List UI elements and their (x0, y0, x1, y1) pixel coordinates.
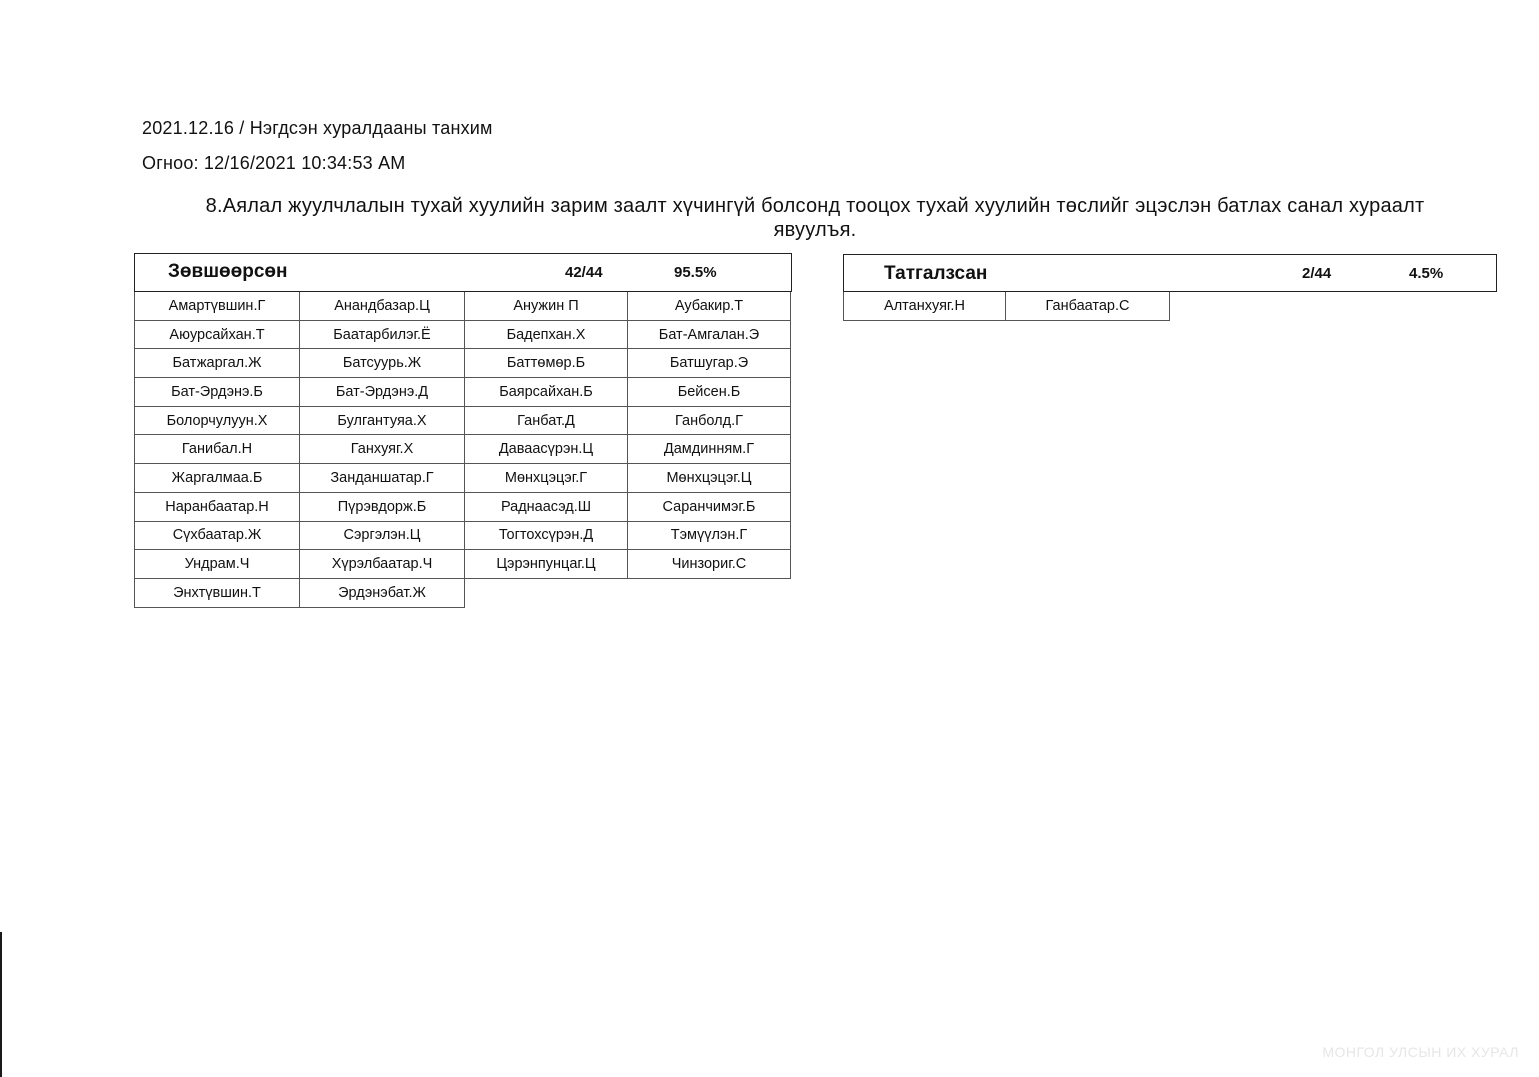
name-cell: Дамдинням.Г (628, 435, 791, 464)
name-cell: Ганбат.Д (465, 407, 628, 436)
approved-count: 42/44 (565, 264, 603, 281)
name-cell: Саранчимэг.Б (628, 493, 791, 522)
name-cell: Ундрам.Ч (135, 550, 300, 579)
name-cell: Анужин П (465, 292, 628, 321)
rejected-names-table (843, 292, 1170, 321)
session-info: 2021.12.16 / Нэгдсэн хуралдааны танхим (142, 118, 493, 138)
watermark: МОНГОЛ УЛСЫН ИХ ХУРАЛ (1322, 1044, 1519, 1060)
name-cell: Сүхбаатар.Ж (135, 522, 300, 551)
name-cell: Баярсайхан.Б (465, 378, 628, 407)
approved-names-table (134, 292, 791, 608)
name-cell: Амартүвшин.Г (135, 292, 300, 321)
name-cell: Болорчулуун.Х (135, 407, 300, 436)
name-cell: Ганибал.Н (135, 435, 300, 464)
approved-percent: 95.5% (674, 264, 717, 281)
name-cell: Ганбаатар.С (1006, 292, 1170, 321)
name-cell: Энхтүвшин.Т (135, 579, 300, 608)
name-cell: Бадепхан.Х (465, 321, 628, 350)
name-cell: Анандбазар.Ц (300, 292, 465, 321)
name-cell: Бат-Эрдэнэ.Б (135, 378, 300, 407)
approved-label: Зөвшөөрсөн (168, 261, 288, 282)
name-cell: Наранбаатар.Н (135, 493, 300, 522)
scan-edge-line (0, 932, 2, 1077)
name-cell: Мөнхцэцэг.Ц (628, 464, 791, 493)
name-cell: Цэрэнпунцаг.Ц (465, 550, 628, 579)
name-cell: Бат-Амгалан.Э (628, 321, 791, 350)
name-cell: Занданшатар.Г (300, 464, 465, 493)
vote-timestamp: Огноо: 12/16/2021 10:34:53 AM (142, 153, 406, 173)
rejected-header (843, 254, 1497, 292)
name-cell: Бат-Эрдэнэ.Д (300, 378, 465, 407)
name-cell: Алтанхуяг.Н (844, 292, 1006, 321)
name-cell: Ганболд.Г (628, 407, 791, 436)
rejected-label: Татгалзсан (884, 263, 988, 284)
name-cell: Бейсен.Б (628, 378, 791, 407)
name-cell: Пүрэвдорж.Б (300, 493, 465, 522)
name-cell: Аюурсайхан.Т (135, 321, 300, 350)
name-cell: Батжаргал.Ж (135, 349, 300, 378)
name-cell: Эрдэнэбат.Ж (300, 579, 465, 608)
name-cell: Жаргалмаа.Б (135, 464, 300, 493)
name-cell: Чинзориг.С (628, 550, 791, 579)
name-cell: Сэргэлэн.Ц (300, 522, 465, 551)
name-cell: Тэмүүлэн.Г (628, 522, 791, 551)
rejected-count: 2/44 (1302, 265, 1332, 282)
approved-header (134, 253, 792, 292)
name-cell: Мөнхцэцэг.Г (465, 464, 628, 493)
name-cell: Даваасүрэн.Ц (465, 435, 628, 464)
name-cell: Батсуурь.Ж (300, 349, 465, 378)
name-cell: Баттөмөр.Б (465, 349, 628, 378)
name-cell: Баатарбилэг.Ё (300, 321, 465, 350)
name-cell: Булгантуяа.Х (300, 407, 465, 436)
name-cell: Раднаасэд.Ш (465, 493, 628, 522)
vote-title: 8.Аялал жуулчлалын тухай хуулийн зарим заалт хүчингүй болсонд тооцох тухай хуулийн төслийг эцэслэн батлах санал хураалт явуулъя. (205, 195, 1425, 241)
name-cell: Ганхуяг.Х (300, 435, 465, 464)
name-cell: Батшугар.Э (628, 349, 791, 378)
rejected-percent: 4.5% (1409, 265, 1444, 282)
name-cell: Тогтохсүрэн.Д (465, 522, 628, 551)
name-cell: Аубакир.Т (628, 292, 791, 321)
name-cell: Хүрэлбаатар.Ч (300, 550, 465, 579)
